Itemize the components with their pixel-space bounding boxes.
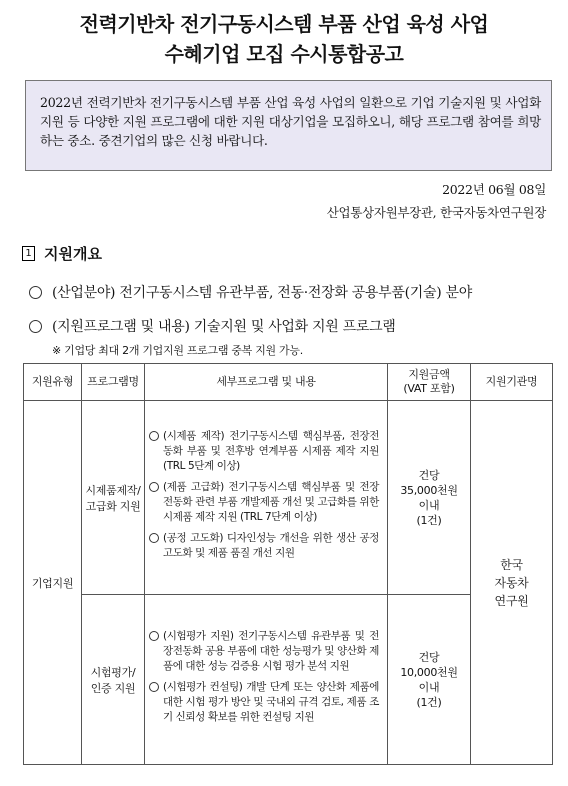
header-agency: 지원기관명 <box>471 364 553 401</box>
circle-bullet-icon <box>149 682 159 692</box>
header-amount-line2: (VAT 포함) <box>403 382 455 395</box>
detail-text: (시험평가 컨설팅) 개발 단계 또는 양산화 제품에 대한 시험 평가 방안 및 국내외 규격 검토, 제품 조기 신뢰성 확보를 위한 컨설팅 지원 <box>163 680 379 723</box>
support-type-cell: 기업지원 <box>24 401 82 765</box>
program-line: 시험평가/ <box>90 665 136 679</box>
amount-line: 10,000천원 <box>400 665 458 679</box>
bullet-text: (지원프로그램 및 내용) 기술지원 및 사업화 지원 프로그램 <box>52 319 396 335</box>
circle-bullet-icon <box>149 533 159 543</box>
bullet-text: (산업분야) 전기구동시스템 유관부품, 전동·전장화 공용부품(기술) 분야 <box>52 285 472 301</box>
amount-cell <box>388 595 471 765</box>
amount-line: 건당 <box>418 468 440 482</box>
circle-bullet-icon <box>29 286 42 299</box>
bullet-industry <box>29 282 472 302</box>
section-number-box: 1 <box>22 246 35 261</box>
program-line: 인증 지원 <box>90 681 136 695</box>
circle-bullet-icon <box>149 431 159 441</box>
circle-bullet-icon <box>149 631 159 641</box>
amount-line: 이내 <box>418 498 440 512</box>
support-table <box>23 363 553 765</box>
agency-line: 연구원 <box>494 593 529 608</box>
announcement-date: 2022년 06월 08일 <box>442 182 546 197</box>
detail-text: (제품 고급화) 전기구동시스템 핵심부품 및 전장전동화 관련 부품 개발제품 개선 및 고급화를 위한 시제품 제작 지원 (TRL 7단계 이상) <box>163 480 379 523</box>
details-cell <box>145 401 388 595</box>
note: ※ 기업당 최대 2개 기업지원 프로그램 중복 지원 가능. <box>52 344 303 357</box>
header-details: 세부프로그램 및 내용 <box>145 364 388 401</box>
header-amount-line1: 지원금액 <box>408 368 450 381</box>
table-header-row <box>24 364 553 401</box>
amount-line: 이내 <box>418 680 440 694</box>
amount-line: (1건) <box>416 513 442 527</box>
details-cell <box>145 595 388 765</box>
header-amount <box>388 364 471 401</box>
program-line: 시제품제작/ <box>85 483 141 497</box>
detail-item <box>149 629 379 674</box>
detail-item <box>149 680 379 725</box>
program-line: 고급화 지원 <box>85 499 141 513</box>
page-subtitle: 수혜기업 모집 수시통합공고 <box>164 42 404 66</box>
page-title: 전력기반차 전기구동시스템 부품 산업 육성 사업 <box>79 12 489 36</box>
organizer: 산업통상자원부장관, 한국자동차연구원장 <box>326 205 546 220</box>
detail-text: (시험평가 지원) 전기구동시스템 유관부품 및 전장전동화 공용 부품에 대한 성능평가 및 양산화 제품에 대한 성능 검증용 시험 평가 분석 지원 <box>163 629 379 672</box>
amount-cell <box>388 401 471 595</box>
amount-line: 건당 <box>418 650 440 664</box>
section-heading <box>22 243 102 264</box>
amount-line: (1건) <box>416 695 442 709</box>
detail-item <box>149 480 379 525</box>
detail-text: (시제품 제작) 전기구동시스템 핵심부품, 전장전동화 부품 및 전후방 연계부품 시제품 제작 지원 (TRL 5단계 이상) <box>163 429 379 472</box>
intro-box: 2022년 전력기반차 전기구동시스템 부품 산업 육성 사업의 일환으로 기업 기술지원 및 사업화지원 등 다양한 지원 프로그램에 대한 지원 대상기업을 모집하오니, 해당 프로그램 참여를 희망하는 중소. 중견기업의 많은 신청 바랍니다. <box>25 80 552 171</box>
circle-bullet-icon <box>149 482 159 492</box>
section-title: 지원개요 <box>44 245 102 263</box>
circle-bullet-icon <box>29 320 42 333</box>
amount-line: 35,000천원 <box>400 483 458 497</box>
agency-cell <box>471 401 553 765</box>
program-cell <box>82 595 145 765</box>
detail-item <box>149 531 379 561</box>
table-row <box>24 401 553 595</box>
agency-line: 한국 <box>500 557 523 572</box>
bullet-program <box>29 316 396 336</box>
agency-line: 자동차 <box>494 575 529 590</box>
header-type: 지원유형 <box>24 364 82 401</box>
program-cell <box>82 401 145 595</box>
detail-item <box>149 429 379 474</box>
detail-text: (공정 고도화) 디자인성능 개선을 위한 생산 공정 고도화 및 제품 품질 개선 지원 <box>163 531 379 559</box>
header-program: 프로그램명 <box>82 364 145 401</box>
